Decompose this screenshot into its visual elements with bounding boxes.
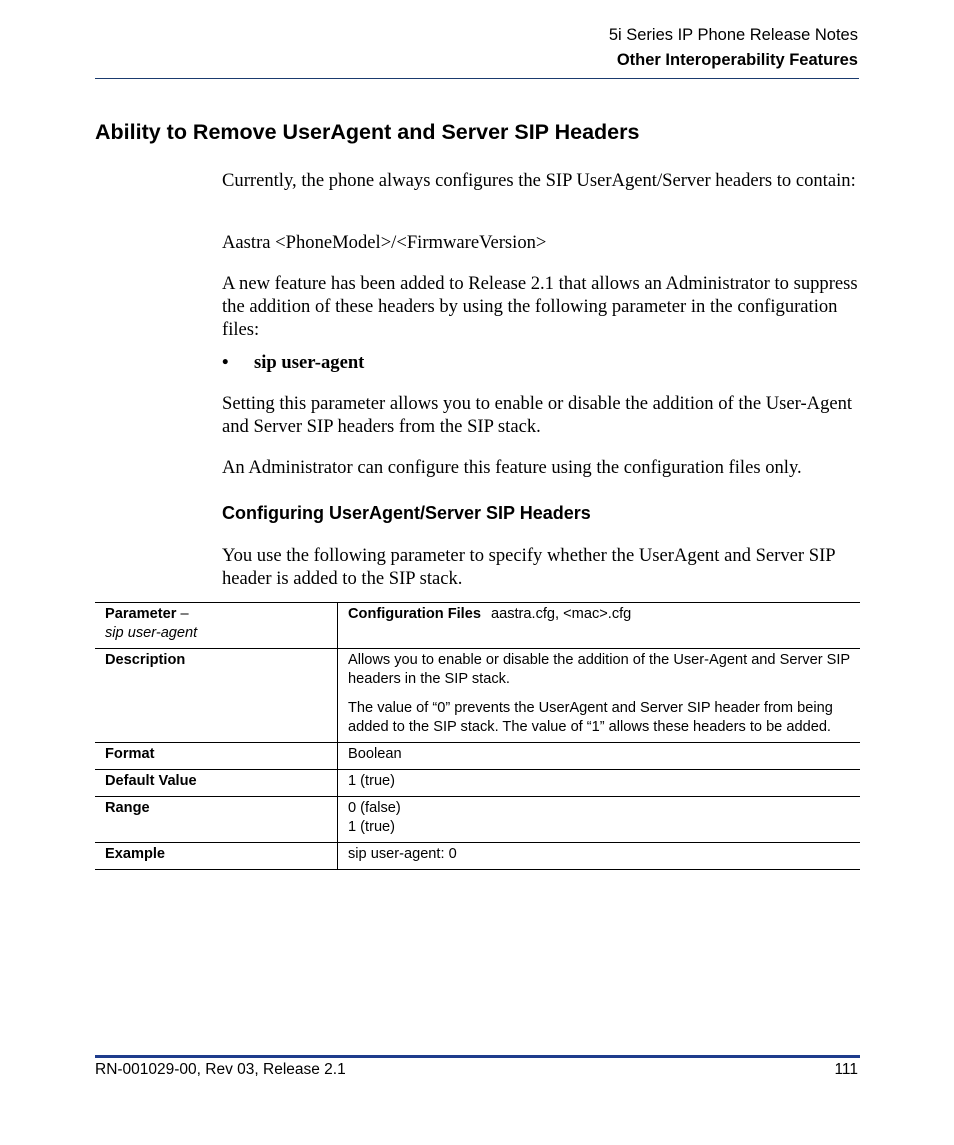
table-row: [95, 843, 860, 870]
table-row: [95, 797, 860, 843]
parameter-bullet: [222, 351, 364, 374]
table-row: [95, 649, 860, 743]
description-label: Description: [95, 649, 338, 743]
parameter-label: Parameter: [105, 606, 177, 622]
description-text-2: The value of “0” prevents the UserAgent and Server SIP header from being added to the SIP stack. The value of “1” allows these headers to be added.: [348, 700, 833, 735]
range-value-true: 1 (true): [348, 819, 396, 835]
parameter-table: [95, 602, 860, 870]
format-label: Format: [95, 743, 338, 770]
subsection-paragraph: You use the following parameter to specify whether the UserAgent and Server SIP header is added to the SIP stack.: [222, 545, 835, 589]
subsection-heading: Configuring UserAgent/Server SIP Headers: [222, 503, 591, 523]
running-header-section: Other Interoperability Features: [616, 51, 858, 69]
section-heading: Ability to Remove UserAgent and Server SIP Headers: [95, 120, 640, 144]
parameter-dash: –: [176, 606, 189, 622]
page-number: 111: [834, 1061, 858, 1078]
config-files-label: Configuration Files: [348, 606, 481, 622]
admin-paragraph: An Administrator can configure this feature using the configuration files only.: [222, 457, 802, 478]
table-row: [95, 603, 860, 649]
footer-divider: [95, 1055, 860, 1058]
example-label: Example: [95, 843, 338, 870]
table-row: [95, 743, 860, 770]
bullet-marker: •: [222, 352, 229, 373]
footer-doc-id: RN-001029-00, Rev 03, Release 2.1: [95, 1061, 346, 1078]
bullet-parameter-name: sip user-agent: [254, 352, 365, 373]
range-label: Range: [95, 797, 338, 843]
header-divider: [95, 78, 859, 79]
description-text-1: Allows you to enable or disable the addition of the User-Agent and Server SIP headers in the SIP stack.: [348, 652, 850, 687]
header-format-line: Aastra <PhoneModel>/<FirmwareVersion>: [222, 232, 547, 253]
running-header-title: 5i Series IP Phone Release Notes: [608, 26, 858, 44]
parameter-name: sip user-agent: [105, 625, 198, 641]
format-value: Boolean: [338, 743, 861, 770]
config-files-cell: [338, 603, 861, 649]
range-cell: [338, 797, 861, 843]
description-cell: [338, 649, 861, 743]
range-value-false: 0 (false): [348, 800, 401, 816]
feature-paragraph: A new feature has been added to Release 2.1 that allows an Administrator to suppress the addition of these headers by using the following parameter in the configuration files:: [222, 273, 858, 340]
example-value: sip user-agent: 0: [338, 843, 861, 870]
default-value: 1 (true): [338, 770, 861, 797]
parameter-cell: [95, 603, 338, 649]
default-value-label: Default Value: [95, 770, 338, 797]
table-row: [95, 770, 860, 797]
config-files-value: aastra.cfg, <mac>.cfg: [490, 606, 632, 622]
setting-paragraph: Setting this parameter allows you to enable or disable the addition of the User-Agent and Server SIP headers from the SIP stack.: [222, 393, 853, 437]
intro-paragraph: Currently, the phone always configures the SIP UserAgent/Server headers to contain:: [222, 170, 856, 191]
